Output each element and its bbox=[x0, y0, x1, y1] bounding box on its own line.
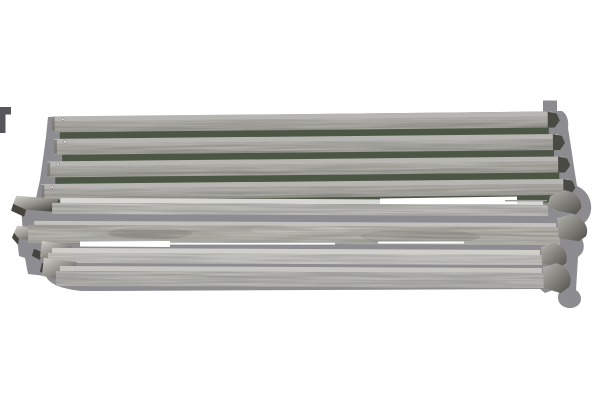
slot-cutout bbox=[80, 241, 170, 247]
rail-left-edge bbox=[54, 140, 57, 154]
rivet-hole bbox=[64, 140, 67, 143]
upper-rails-group bbox=[41, 111, 576, 207]
rivet-hole bbox=[51, 186, 54, 189]
rivet-hole bbox=[61, 118, 64, 121]
rivet-hole bbox=[57, 163, 60, 166]
rail-texture-light bbox=[56, 271, 548, 288]
rail-left-edge bbox=[41, 185, 44, 199]
rail-left-edge bbox=[52, 117, 55, 131]
slot-thin-line-gray bbox=[505, 200, 547, 201]
rail-texture-light bbox=[52, 203, 548, 216]
slot-thin-line bbox=[170, 243, 335, 245]
slot-thin-line bbox=[378, 242, 464, 244]
rail-left-edge bbox=[47, 162, 50, 176]
